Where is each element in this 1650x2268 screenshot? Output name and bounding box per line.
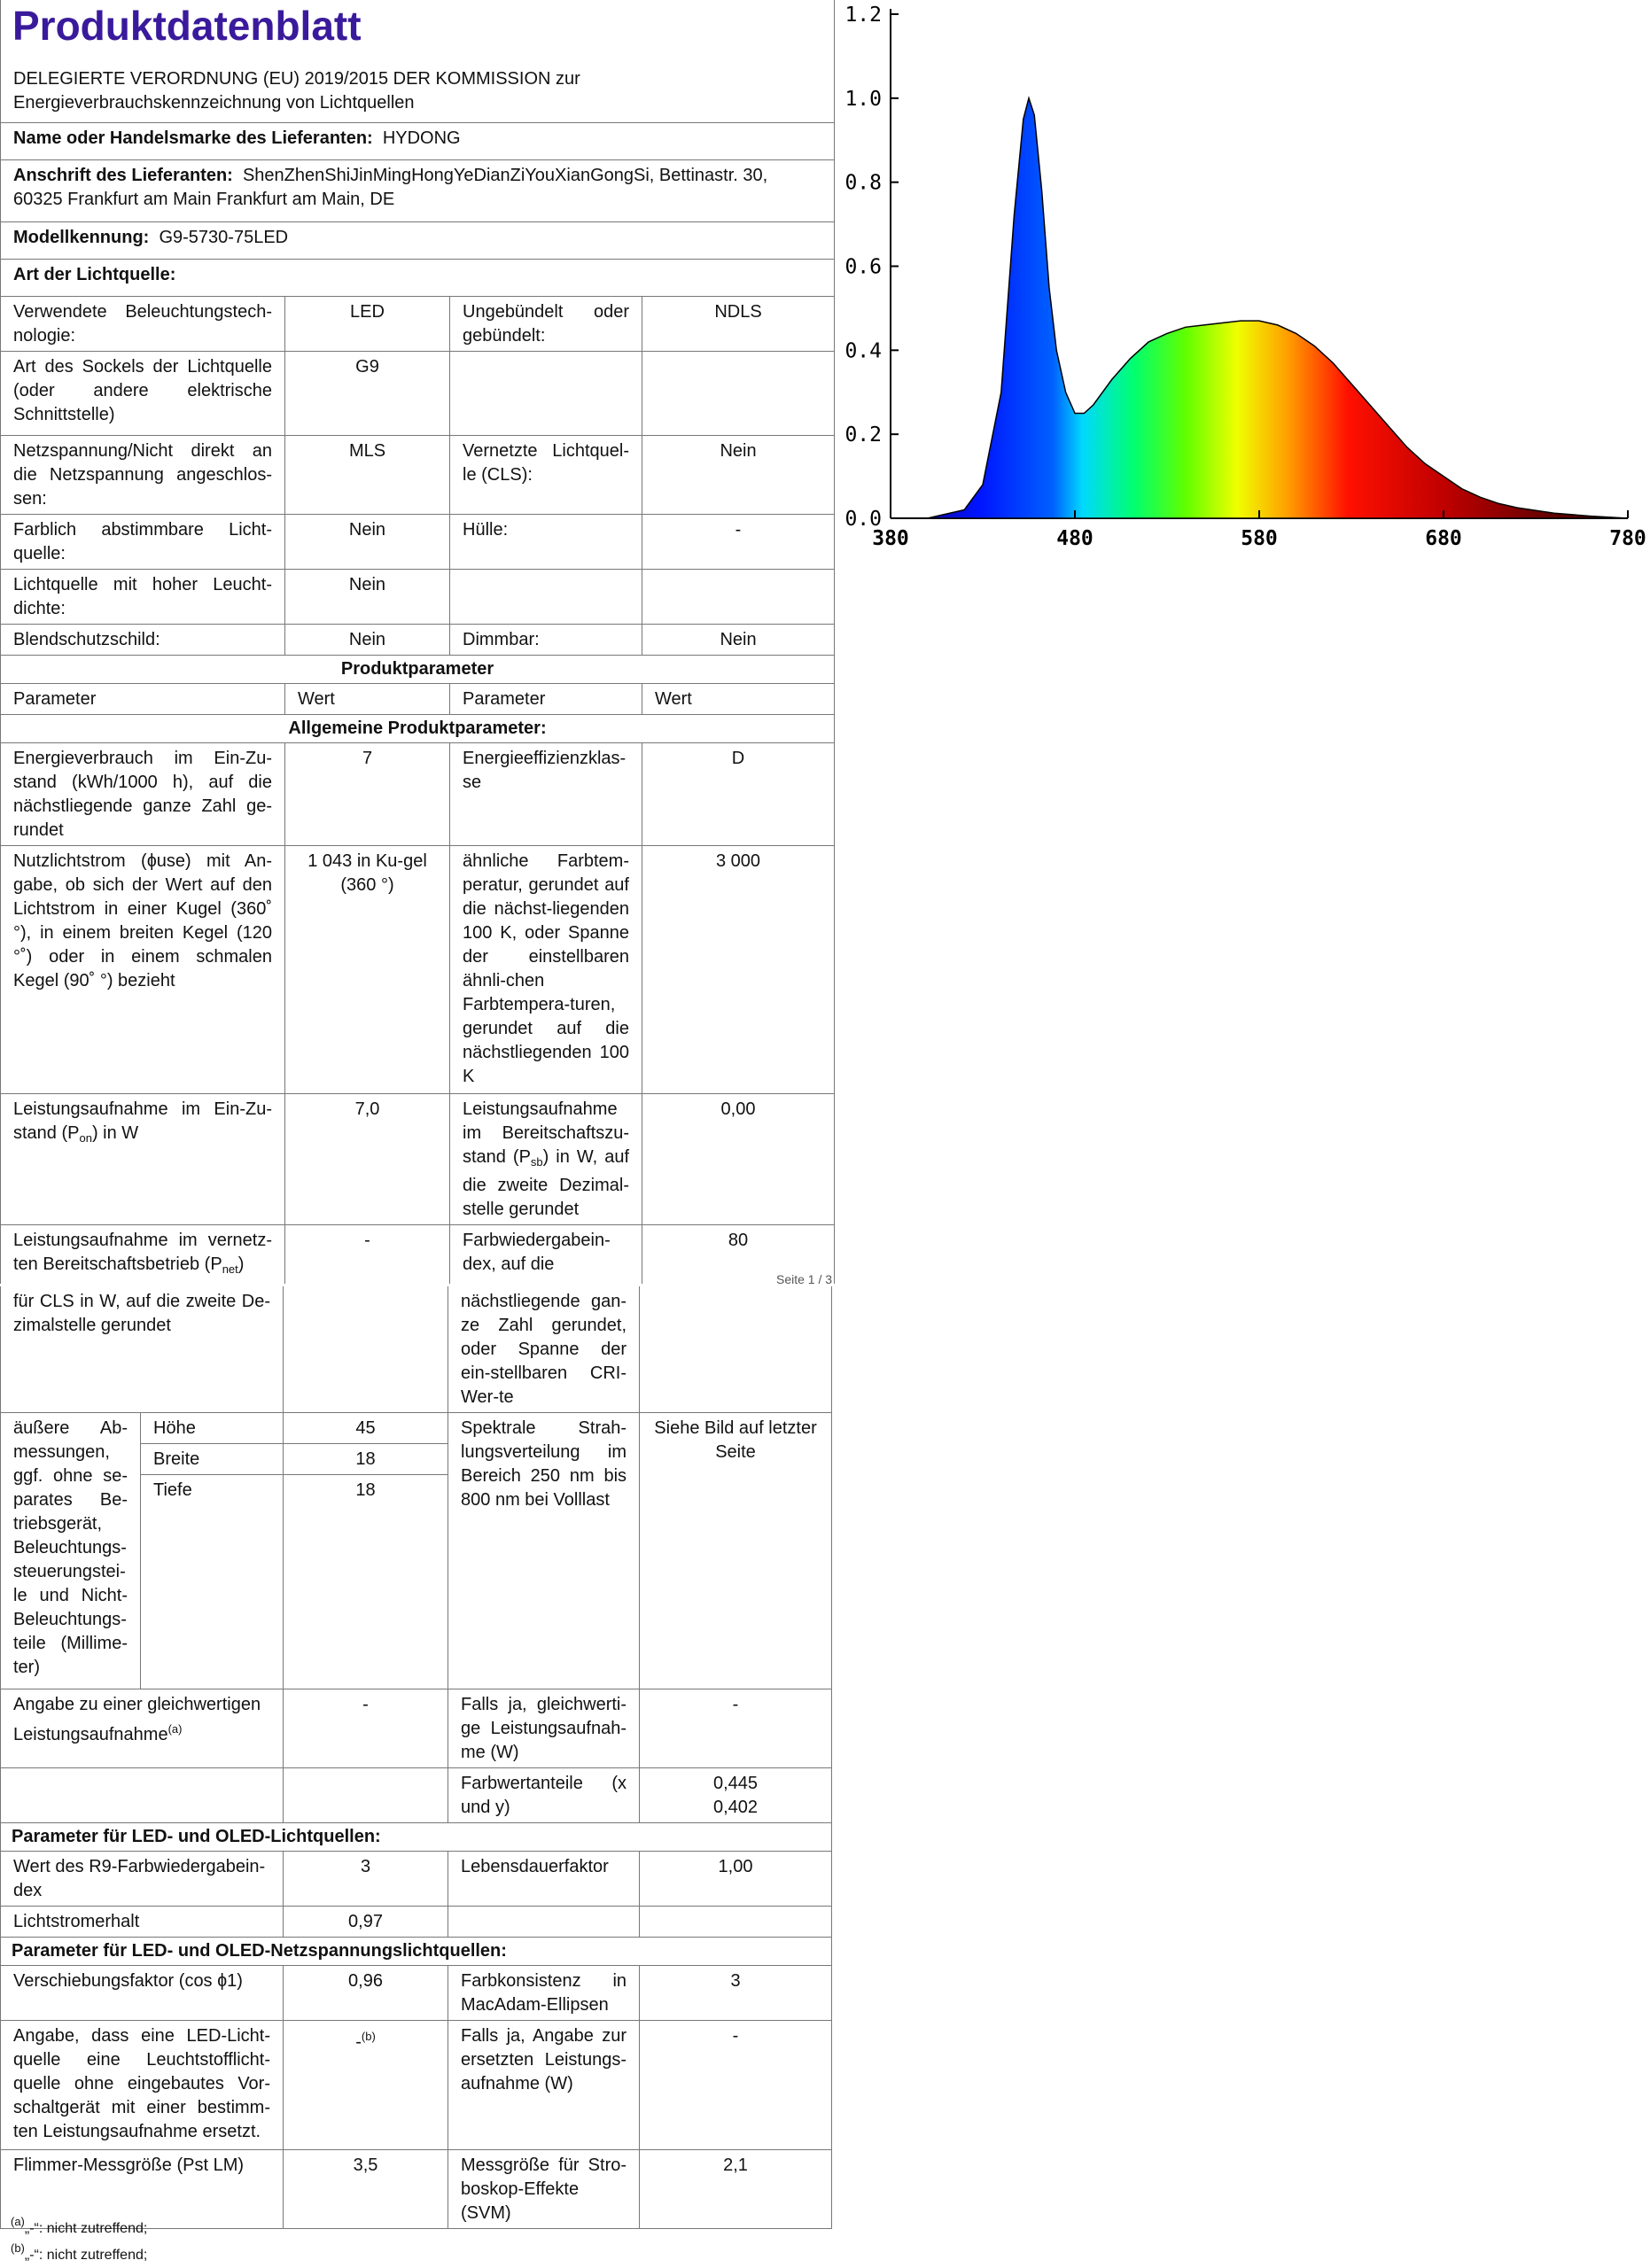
supplier-table	[0, 0, 834, 1284]
param-label	[448, 1907, 640, 1938]
param-value: 1 043 in Ku-gel (360 °)	[285, 845, 450, 1093]
param-label: für CLS in W, auf die zweite De-zimalstelle gerundet	[1, 1286, 284, 1413]
param-value: -	[640, 1689, 832, 1768]
param-label: Falls ja, Angabe zur ersetzten Leistungs-aufnahme (W)	[448, 2021, 640, 2150]
chart-area-group	[891, 98, 1628, 518]
param-label: nächstliegende gan-ze Zahl gerundet, oder Spanne der ein-stellbaren CRI-Wer-te	[448, 1286, 640, 1413]
table-row	[1, 742, 835, 845]
param-value: 0,96	[284, 1966, 448, 2021]
y-tick-label: 1.2	[844, 4, 882, 27]
table-row	[1, 351, 835, 435]
param-label: Farbwiedergabein-dex, auf die	[450, 1224, 642, 1284]
table-row	[1, 1907, 832, 1938]
parameters-table-continued	[0, 1286, 831, 2229]
column-header: Parameter	[450, 683, 642, 714]
param-value	[640, 1286, 832, 1413]
param-label: Angabe zu einer gleichwertigen Leistungsaufnahme$^{(a)}$	[1, 1689, 284, 1768]
param-label: Falls ja, gleichwerti-ge Leistungsaufnah-me (W)	[448, 1689, 640, 1768]
model-row	[1, 221, 835, 259]
page-number: Seite 1 / 3	[776, 1272, 833, 1286]
param-value: 3,5	[284, 2150, 448, 2229]
param-label: Nutzlichtstrom (ɸuse) mit An-gabe, ob sich der Wert auf den Lichtstrom in einer Kugel (360˚ °), in einem breiten Kegel (120 °˚) oder in einem schmalen Kegel (90˚ °) bezieht	[1, 845, 285, 1093]
param-label	[450, 351, 642, 435]
y-tick-label: 0.8	[844, 171, 882, 195]
param-value	[642, 569, 835, 624]
light-source-type-heading: Art der Lichtquelle:	[1, 259, 835, 296]
column-header: Wert	[642, 683, 835, 714]
dimensions-row	[1, 1413, 832, 1444]
table-row	[1, 514, 835, 569]
param-label: ähnliche Farbtem-peratur, gerundet auf die nächst-liegenden 100 K, oder Spanne der einstellbaren ähnli-chen Farbtempera-turen, gerundet auf die nächstliegenden 100 K	[450, 845, 642, 1093]
param-label: Farblich abstimmbare Licht-quelle:	[1, 514, 285, 569]
x-tick-label: 680	[1425, 527, 1462, 550]
table-row	[1, 1689, 832, 1768]
param-value: Nein	[285, 624, 450, 655]
spectral-distribution-chart	[833, 0, 1650, 567]
param-value: -	[642, 514, 835, 569]
param-value	[642, 351, 835, 435]
param-label	[1, 1768, 284, 1823]
param-value: 3 000	[642, 845, 835, 1093]
param-value: -$^{(b)}$	[284, 2021, 448, 2150]
param-label: Leistungsaufnahme im Bereitschaftszu-stand $(P_{sb})$ in W, auf die zweite Dezimal-stelle gerundet	[450, 1093, 642, 1224]
param-value: Nein	[285, 569, 450, 624]
param-value: Nein	[642, 624, 835, 655]
param-value	[284, 1286, 448, 1413]
param-value	[640, 1907, 832, 1938]
param-label: Leistungsaufnahme im Ein-Zu-stand $(P_{on})$ in W	[1, 1093, 285, 1224]
param-value: -	[285, 1224, 450, 1284]
footnote-b: $^{(b)}$„-“: nicht zutreffend;	[11, 2241, 148, 2263]
table-row	[1, 845, 835, 1093]
table-row	[1, 569, 835, 624]
table-row	[1, 624, 835, 655]
table-row	[1, 1966, 832, 2021]
table-row	[1, 2021, 832, 2150]
param-label: Hülle:	[450, 514, 642, 569]
page-title: Produktdatenblatt	[12, 3, 362, 49]
param-value: 1,00	[640, 1852, 832, 1907]
height-label: Höhe	[141, 1413, 284, 1444]
param-label: Leistungsaufnahme im vernetz-ten Bereitschaftsbetrieb $(P_{net})$	[1, 1224, 285, 1284]
spectral-value: Siehe Bild auf letzter Seite	[640, 1413, 832, 1689]
x-tick-label: 580	[1241, 527, 1278, 550]
column-header: Parameter	[1, 683, 285, 714]
x-tick-label: 480	[1056, 527, 1094, 550]
param-label: Lichtstromerhalt	[1, 1907, 284, 1938]
param-label: Energieverbrauch im Ein-Zu-stand (kWh/1000 h), auf die nächstliegende ganze Zahl ge-rundet	[1, 742, 285, 845]
param-value: LED	[285, 296, 450, 351]
height-value: 45	[284, 1413, 448, 1444]
table-row	[1, 296, 835, 351]
param-label: Lichtquelle mit hoher Leucht-dichte:	[1, 569, 285, 624]
param-value: 7,0	[285, 1093, 450, 1224]
width-value: 18	[284, 1444, 448, 1475]
supplier-address-row	[1, 159, 835, 221]
depth-label: Tiefe	[141, 1475, 284, 1689]
param-value: 3	[284, 1852, 448, 1907]
param-label: Lebensdauerfaktor	[448, 1852, 640, 1907]
param-label: Verschiebungsfaktor (cos ɸ1)	[1, 1966, 284, 2021]
model-label: Modellkennung:	[13, 227, 150, 247]
param-label: Flimmer-Messgröße (Pst LM)	[1, 2150, 284, 2229]
param-label: Verwendete Beleuchtungstech-nologie:	[1, 296, 285, 351]
param-label	[450, 569, 642, 624]
regulation-text: DELEGIERTE VERORDNUNG (EU) 2019/2015 DER KOMMISSION zur Energieverbrauchskennzeichnung von Lichtquellen	[1, 0, 835, 122]
supplier-address-value: ShenZhenShiJinMingHongYeDianZiYouXianGongSi, Bettinastr. 30, 60325 Frankfurt am Main Frankfurt am Main, DE	[13, 165, 768, 209]
param-value: 3	[640, 1966, 832, 2021]
model-value: G9-5730-75LED	[159, 227, 289, 247]
table-row	[1, 435, 835, 514]
y-tick-label: 0.4	[844, 339, 882, 363]
param-value: -	[640, 2021, 832, 2150]
param-label: Farbwertanteile (x und y)	[448, 1768, 640, 1823]
param-label: Wert des R9-Farbwiedergabein-dex	[1, 1852, 284, 1907]
param-value: 0,445 0,402	[640, 1768, 832, 1823]
supplier-name-label: Name oder Handelsmarke des Lieferanten:	[13, 128, 373, 148]
mains-params-heading: Parameter für LED- und OLED-Netzspannungslichtquellen:	[1, 1938, 832, 1966]
spectrum-area	[891, 98, 1628, 518]
param-value: 0,00	[642, 1093, 835, 1224]
general-params-heading: Allgemeine Produktparameter:	[1, 714, 835, 742]
table-row	[1, 1768, 832, 1823]
param-value: 2,1	[640, 2150, 832, 2229]
param-value: G9	[285, 351, 450, 435]
param-value: Nein	[642, 435, 835, 514]
x-tick-label: 780	[1609, 527, 1646, 550]
x-tick-label: 380	[872, 527, 909, 550]
supplier-name-row	[1, 122, 835, 159]
param-label: Angabe, dass eine LED-Licht-quelle eine Leuchtstofflicht-quelle ohne eingebautes Vor-schaltgerät mit einer bestimm-ten Leistungsaufnahme ersetzt.	[1, 2021, 284, 2150]
column-header: Wert	[285, 683, 450, 714]
table-row	[1, 1224, 835, 1284]
y-tick-label: 0.2	[844, 423, 882, 447]
param-value: D	[642, 742, 835, 845]
param-value: 0,97	[284, 1907, 448, 1938]
table-row	[1, 1852, 832, 1907]
param-label: Vernetzte Lichtquel-le (CLS):	[450, 435, 642, 514]
param-value: -	[284, 1689, 448, 1768]
param-value: Nein	[285, 514, 450, 569]
product-params-heading: Produktparameter	[1, 655, 835, 683]
param-label: Art des Sockels der Lichtquelle (oder andere elektrische Schnittstelle)	[1, 351, 285, 435]
width-label: Breite	[141, 1444, 284, 1475]
supplier-name-value: HYDONG	[382, 128, 461, 148]
param-value: MLS	[285, 435, 450, 514]
param-label: Messgröße für Stro-boskop-Effekte (SVM)	[448, 2150, 640, 2229]
y-tick-label: 0.0	[844, 508, 882, 531]
footnote-a: $^{(a)}$„-“: nicht zutreffend;	[11, 2215, 148, 2236]
param-label: Blendschutzschild:	[1, 624, 285, 655]
led-params-heading: Parameter für LED- und OLED-Lichtquellen:	[1, 1823, 832, 1852]
table-row	[1, 1093, 835, 1224]
supplier-address-label: Anschrift des Lieferanten:	[13, 165, 233, 185]
param-label: Ungebündelt oder gebündelt:	[450, 296, 642, 351]
param-label: Netzspannung/Nicht direkt an die Netzspannung angeschlos-sen:	[1, 435, 285, 514]
param-value: NDLS	[642, 296, 835, 351]
spectral-label: Spektrale Strah-lungsverteilung im Bereich 250 nm bis 800 nm bei Volllast	[448, 1413, 640, 1689]
column-header-row	[1, 683, 835, 714]
param-label: Energieeffizienzklas-se	[450, 742, 642, 845]
y-tick-label: 0.6	[844, 255, 882, 279]
table-row	[1, 1286, 832, 1413]
depth-value: 18	[284, 1475, 448, 1689]
param-label: Dimmbar:	[450, 624, 642, 655]
param-value	[284, 1768, 448, 1823]
param-label: Farbkonsistenz in MacAdam-Ellipsen	[448, 1966, 640, 2021]
dimensions-label: äußere Ab-messungen, ggf. ohne se-parates Be-triebsgerät, Beleuchtungs-steuerungstei-le und Nicht-Beleuchtungs-teile (Millime-ter)	[1, 1413, 141, 1689]
param-value: 7	[285, 742, 450, 845]
y-tick-label: 1.0	[844, 87, 882, 111]
param-value: 80	[642, 1224, 835, 1284]
